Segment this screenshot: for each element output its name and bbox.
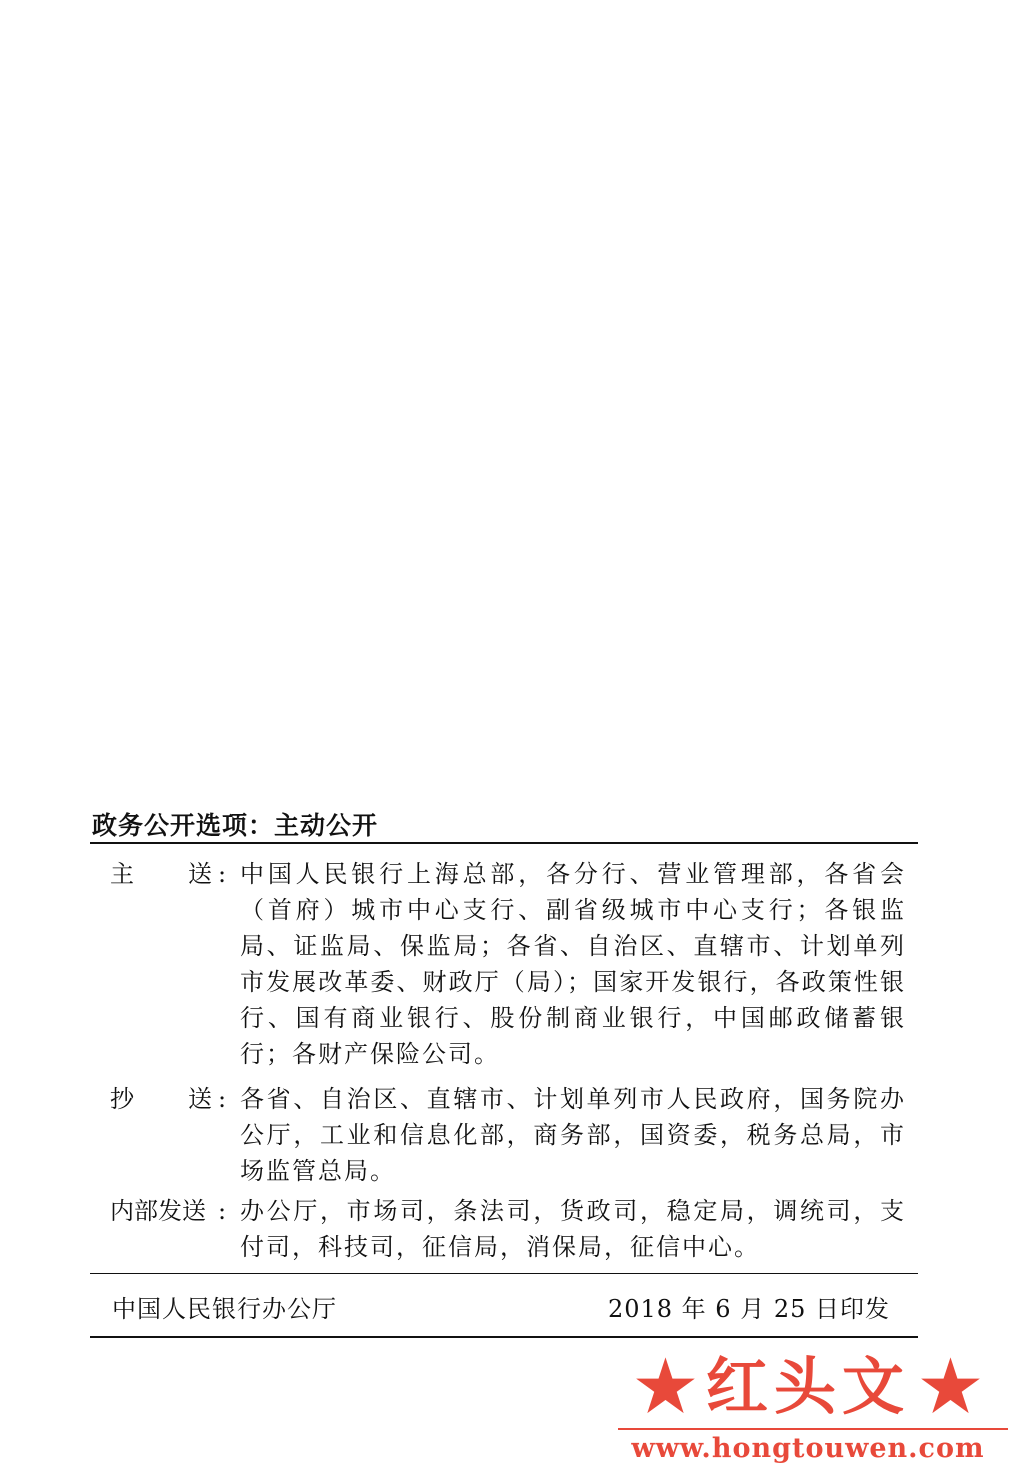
- copy-label-char1: 抄: [110, 1085, 134, 1113]
- star-right-icon: ★: [920, 1347, 981, 1427]
- internal-recipients-text: 办公厅，市场司，条法司，货政司，稳定局，调统司，支付司，科技司，征信局，消保局，征信中心。: [240, 1197, 906, 1261]
- issuing-office: 中国人民银行办公厅: [112, 1295, 337, 1323]
- internal-label: 内部发送: [110, 1197, 206, 1225]
- copy-recipients-text: 各省、自治区、直辖市、计划单列市人民政府，国务院办公厅，工业和信息化部，商务部，国资委，税务总局，市场监管总局。: [240, 1085, 906, 1185]
- issue-date: 2018 年 6 月 25 日印发: [607, 1295, 890, 1323]
- main-label-char1: 主: [110, 860, 134, 888]
- main-label-char2: 送: [188, 860, 212, 888]
- star-left-icon: ★: [635, 1347, 696, 1427]
- hongtouwen-watermark: [612, 1347, 1004, 1468]
- middle-rule: [90, 1273, 918, 1274]
- bottom-rule: [90, 1336, 918, 1338]
- main-label-colon: :: [218, 860, 227, 888]
- copy-recipients-block: [110, 1081, 910, 1191]
- main-recipients-block: [110, 856, 910, 1076]
- copy-label-char2: 送: [188, 1085, 212, 1113]
- watermark-divider: [618, 1428, 1008, 1430]
- disclosure-option: 政务公开选项：主动公开: [92, 811, 379, 840]
- watermark-words: 红头文: [705, 1350, 910, 1423]
- watermark-url: www.hongtouwen.com: [631, 1433, 985, 1464]
- main-recipients-text: 中国人民银行上海总部，各分行、营业管理部，各省会（首府）城市中心支行、副省级城市中心支行；各银监局、证监局、保监局；各省、自治区、直辖市、计划单列市发展改革委、财政厅（局）；国家开发银行，各政策性银行、国有商业银行、股份制商业银行，中国邮政储蓄银行；各财产保险公司。: [240, 860, 906, 1068]
- internal-recipients-block: [110, 1193, 910, 1269]
- copy-label-colon: :: [218, 1085, 227, 1113]
- top-rule: [90, 842, 918, 844]
- watermark-title: [612, 1347, 1004, 1427]
- internal-label-colon: :: [218, 1197, 227, 1225]
